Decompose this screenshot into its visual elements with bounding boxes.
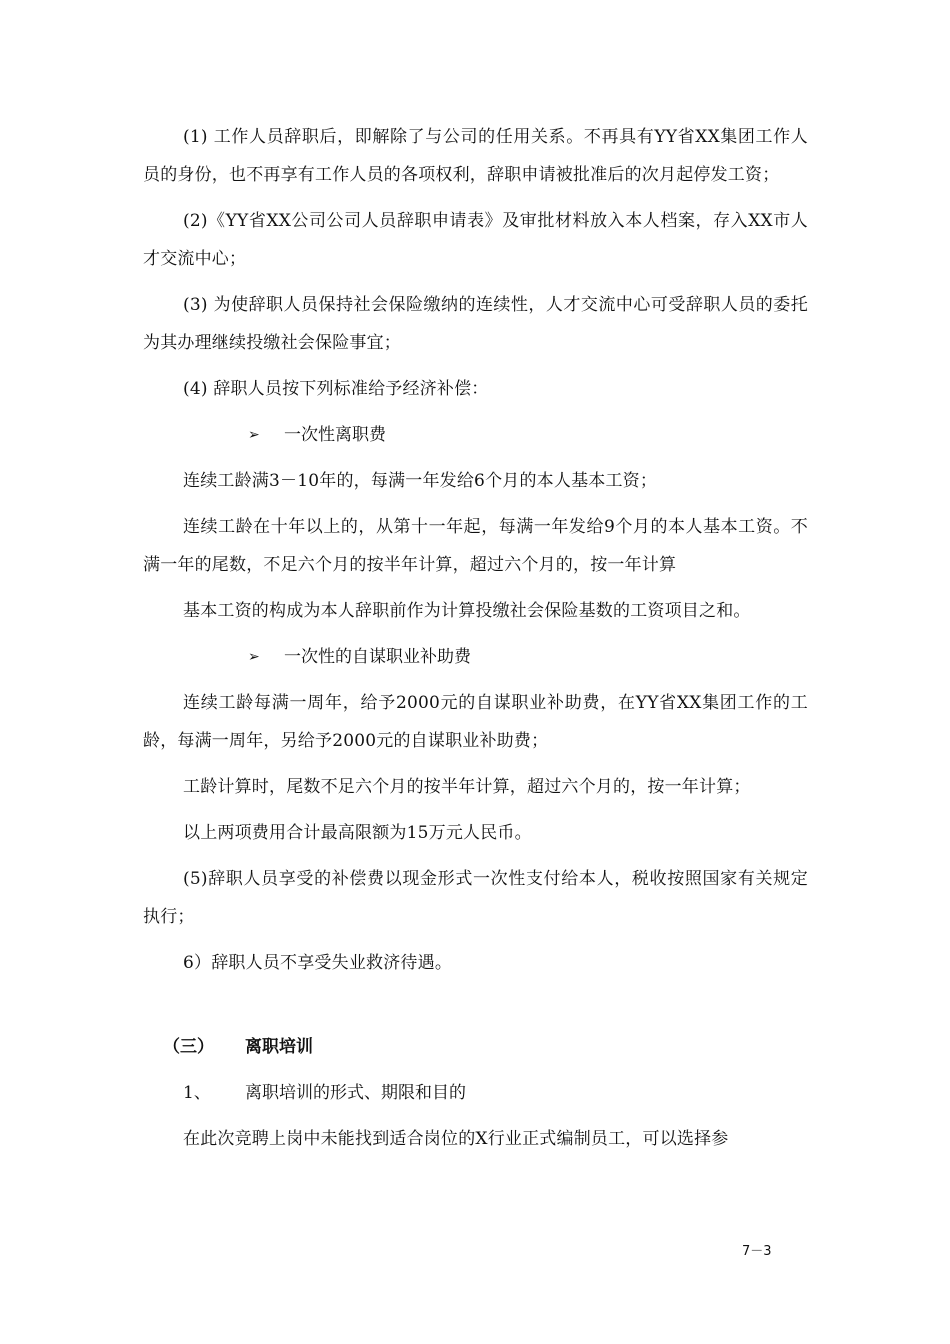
last-paragraph: 在此次竞聘上岗中未能找到适合岗位的X行业正式编制员工，可以选择参 <box>183 1129 729 1149</box>
subsidy-paragraph-2: 工龄计算时，尾数不足六个月的按半年计算，超过六个月的，按一年计算； <box>183 777 751 797</box>
severance-paragraph-1: 连续工龄满3－10年的，每满一年发给6个月的本人基本工资； <box>183 471 658 491</box>
subsidy-paragraph-4: (5)辞职人员享受的补偿费以现金形式一次性支付给本人，税收按照国家有关规定执行； <box>143 869 808 927</box>
subsidy-paragraph-1: 连续工龄每满一周年，给予2000元的自谋职业补助费，在YY省XX集团工作的工龄，每满一周年，另给予2000元的自谋职业补助费； <box>143 693 808 751</box>
paragraph-1: (1) 工作人员辞职后，即解除了与公司的任用关系。不再具有YY省XX集团工作人员的身份，也不再享有工作人员的各项权利，辞职申请被批准后的次月起停发工资； <box>143 127 808 185</box>
subsection-title: 离职培训的形式、期限和目的 <box>245 1083 466 1103</box>
bullet-severance-label: 一次性离职费 <box>284 425 386 445</box>
subsection-number: 1、 <box>183 1083 211 1103</box>
section-heading <box>143 1028 808 1066</box>
document-body <box>143 118 808 1166</box>
arrowhead-bullet-icon: ➢ <box>248 649 260 665</box>
bullet-severance <box>143 416 808 454</box>
severance-paragraph-2: 连续工龄在十年以上的，从第十一年起，每满一年发给9个月的本人基本工资。不满一年的尾数，不足六个月的按半年计算，超过六个月的，按一年计算 <box>143 517 808 575</box>
paragraph-3: (3) 为使辞职人员保持社会保险缴纳的连续性，人才交流中心可受辞职人员的委托为其办理继续投缴社会保险事宜； <box>143 295 808 353</box>
paragraph-2: (2)《YY省XX公司公司人员辞职申请表》及审批材料放入本人档案，存入XX市人才交流中心； <box>143 211 808 269</box>
paragraph-4: (4) 辞职人员按下列标准给予经济补偿： <box>183 379 489 399</box>
section-title: 离职培训 <box>245 1037 313 1057</box>
bullet-subsidy <box>143 638 808 676</box>
page-number: 7－3 <box>742 1244 772 1259</box>
bullet-subsidy-label: 一次性的自谋职业补助费 <box>284 647 471 667</box>
subsection-heading <box>143 1074 808 1112</box>
severance-paragraph-3: 基本工资的构成为本人辞职前作为计算投缴社会保险基数的工资项目之和。 <box>183 601 751 621</box>
subsidy-paragraph-3: 以上两项费用合计最高限额为15万元人民币。 <box>183 823 532 843</box>
arrowhead-bullet-icon: ➢ <box>248 427 260 443</box>
subsidy-paragraph-5: 6）辞职人员不享受失业救济待遇。 <box>183 953 453 973</box>
section-number: （三） <box>163 1037 214 1057</box>
